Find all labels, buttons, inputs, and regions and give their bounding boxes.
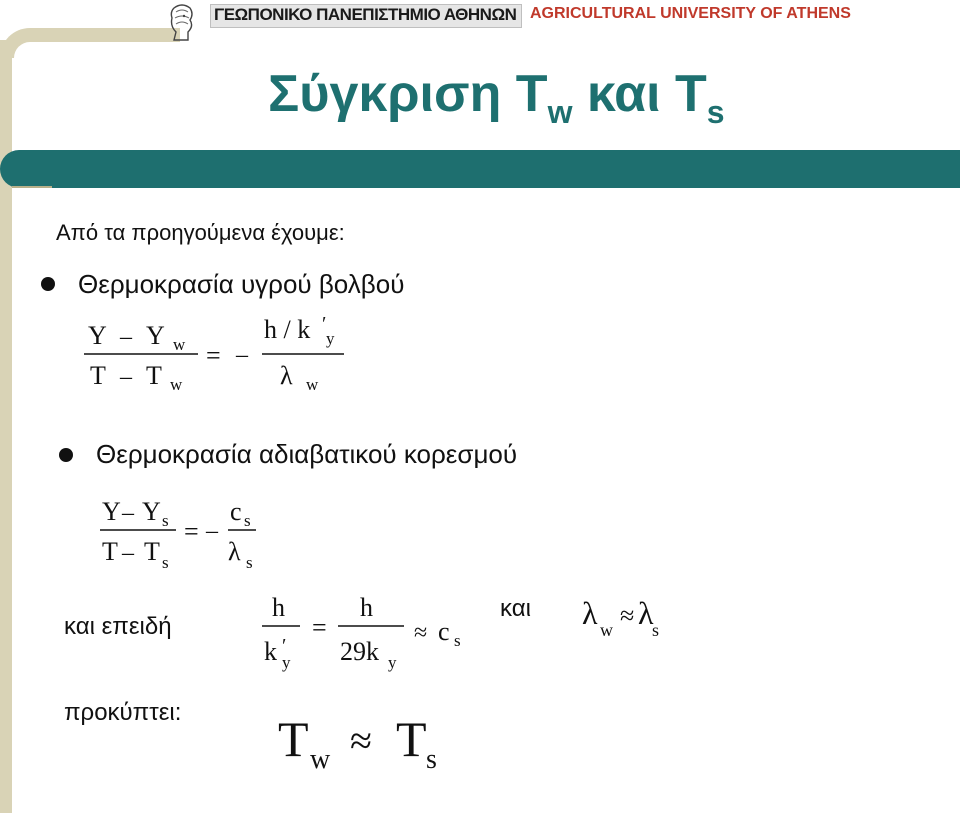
university-greek-name: ΓΕΩΠΟΝΙΚΟ ΠΑΝΕΠΙΣΤΗΜΙΟ ΑΘΗΝΩΝ — [214, 5, 517, 24]
svg-text:λ: λ — [228, 537, 241, 566]
svg-text:T: T — [278, 711, 309, 767]
svg-text:y: y — [326, 329, 335, 348]
svg-text:λ: λ — [638, 595, 654, 631]
svg-text:T: T — [90, 361, 106, 390]
svg-text:=: = — [206, 341, 221, 370]
svg-text:–: – — [120, 324, 132, 350]
bullet-adiabatic-saturation: Θερμοκρασία αδιαβατικού κορεσμού — [96, 439, 518, 469]
svg-text:T: T — [146, 361, 162, 390]
svg-text:λ: λ — [582, 595, 598, 631]
result-label: προκύπτει: — [64, 699, 182, 726]
svg-text:T: T — [396, 711, 427, 767]
svg-text:s: s — [244, 511, 251, 530]
svg-text:29k: 29k — [340, 637, 379, 666]
svg-text:s: s — [454, 631, 461, 650]
svg-text:Y: Y — [102, 497, 121, 526]
svg-text:s: s — [162, 553, 169, 572]
equation-lewis-relation — [258, 590, 478, 680]
svg-text:w: w — [600, 620, 613, 640]
svg-text:s: s — [246, 553, 253, 572]
bullet-dot — [59, 448, 73, 462]
svg-text:Y: Y — [88, 321, 107, 350]
svg-text:w: w — [306, 375, 319, 394]
svg-text:=: = — [184, 517, 199, 546]
svg-text:–: – — [120, 364, 132, 390]
svg-text:h / k: h / k — [264, 315, 311, 344]
university-english-name: AGRICULTURAL UNIVERSITY OF ATHENS — [530, 5, 851, 22]
athena-head-icon — [164, 2, 200, 42]
svg-text:–: – — [122, 540, 134, 566]
svg-text:–: – — [236, 342, 248, 368]
svg-text:y: y — [282, 653, 291, 672]
svg-text:w: w — [173, 335, 186, 354]
frame-top-curve — [0, 28, 180, 58]
svg-text:h: h — [360, 593, 373, 622]
svg-text:≈: ≈ — [414, 620, 428, 646]
svg-text:–: – — [122, 500, 134, 526]
and-label: και — [500, 595, 531, 622]
svg-text:s: s — [652, 620, 660, 640]
svg-text:′: ′ — [322, 313, 327, 335]
svg-text:s: s — [426, 744, 437, 775]
svg-text:≈: ≈ — [620, 601, 635, 630]
svg-text:′: ′ — [282, 635, 287, 657]
svg-text:T: T — [102, 537, 118, 566]
equation-lambda-approx — [582, 592, 682, 642]
since-label: και επειδή — [64, 613, 172, 640]
title-divider-bar — [0, 150, 960, 188]
svg-text:=: = — [312, 613, 327, 642]
svg-text:λ: λ — [280, 361, 293, 390]
svg-text:Y: Y — [142, 497, 161, 526]
svg-text:T: T — [144, 537, 160, 566]
svg-text:y: y — [388, 653, 397, 672]
bullet-wet-bulb: Θερμοκρασία υγρού βολβού — [78, 269, 405, 299]
divider-accent — [12, 186, 52, 188]
svg-text:–: – — [206, 518, 218, 544]
equation-result — [278, 700, 458, 780]
svg-text:w: w — [170, 375, 183, 394]
svg-text:h: h — [272, 593, 285, 622]
svg-text:k: k — [264, 637, 277, 666]
equation-wet-bulb — [80, 312, 360, 402]
svg-text:≈: ≈ — [350, 718, 372, 763]
svg-text:c: c — [230, 497, 242, 526]
equation-adiabatic-saturation — [96, 488, 276, 578]
bullet-dot — [41, 277, 55, 291]
svg-text:c: c — [438, 617, 450, 646]
slide-title: Σύγκριση $T_w$ και $T_s$ — [268, 65, 725, 130]
svg-text:w: w — [310, 744, 331, 775]
svg-text:Y: Y — [146, 321, 165, 350]
svg-text:s: s — [162, 511, 169, 530]
intro-text: Από τα προηγούμενα έχουμε: — [56, 220, 345, 245]
